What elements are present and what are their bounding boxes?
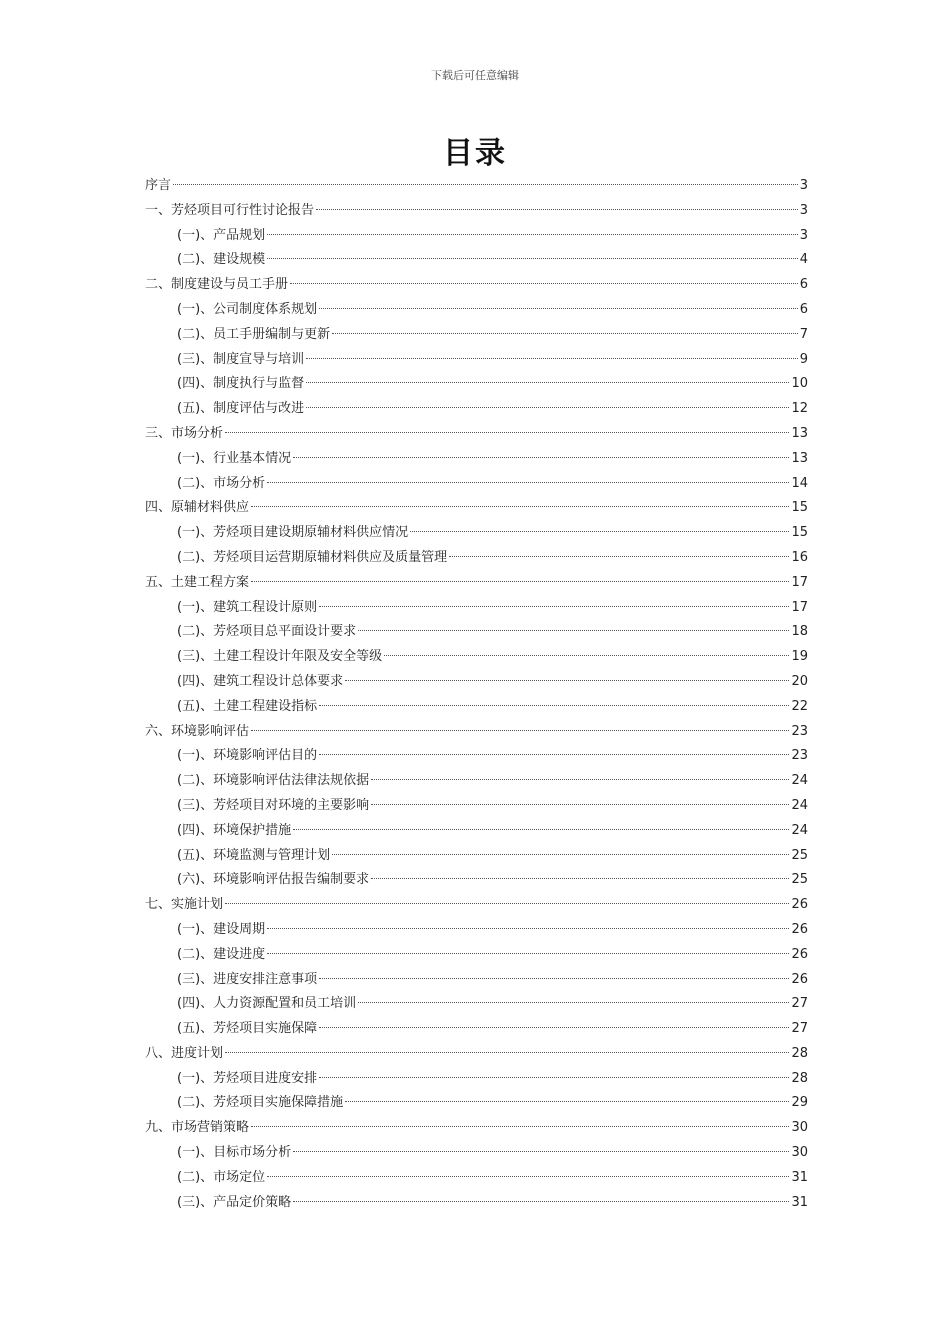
toc-dot-leader bbox=[290, 283, 798, 284]
toc-entry-label: (一)、环境影响评估目的 bbox=[177, 748, 318, 764]
toc-entry-label: (一)、芳烃项目进度安排 bbox=[177, 1070, 318, 1086]
toc-dot-leader bbox=[251, 730, 789, 731]
toc-chapter-entry[interactable] bbox=[145, 1116, 808, 1141]
toc-page-number: 25 bbox=[791, 872, 808, 888]
toc-page-number: 4 bbox=[799, 252, 808, 268]
toc-dot-leader bbox=[319, 606, 789, 607]
toc-page-number: 15 bbox=[791, 525, 808, 541]
toc-dot-leader bbox=[267, 482, 789, 483]
toc-entry-label: (二)、市场定位 bbox=[177, 1169, 266, 1185]
toc-entry-label: (二)、环境影响评估法律法规依据 bbox=[177, 773, 370, 789]
toc-entry-label: (一)、建筑工程设计原则 bbox=[177, 599, 318, 615]
toc-dot-leader bbox=[267, 258, 798, 259]
toc-entry-label: (四)、环境保护措施 bbox=[177, 822, 292, 838]
toc-dot-leader bbox=[293, 1201, 789, 1202]
toc-dot-leader bbox=[319, 1027, 789, 1028]
toc-page-number: 28 bbox=[791, 1070, 808, 1086]
toc-entry-label: (六)、环境影响评估报告编制要求 bbox=[177, 872, 370, 888]
toc-chapter-entry[interactable] bbox=[145, 720, 808, 745]
toc-entry-label: 一、芳烃项目可行性讨论报告 bbox=[145, 202, 315, 218]
toc-dot-leader bbox=[306, 407, 789, 408]
toc-page-number: 24 bbox=[791, 773, 808, 789]
toc-page-number: 7 bbox=[799, 326, 808, 342]
toc-entry-label: (五)、土建工程建设指标 bbox=[177, 698, 318, 714]
toc-page-number: 14 bbox=[791, 475, 808, 491]
toc-entry-label: (一)、行业基本情况 bbox=[177, 450, 292, 466]
toc-entry-label: (二)、建设规模 bbox=[177, 252, 266, 268]
toc-section-entry[interactable] bbox=[145, 992, 808, 1017]
toc-entry-label: 序言 bbox=[145, 178, 172, 193]
toc-section-entry[interactable] bbox=[145, 918, 808, 943]
toc-section-entry[interactable] bbox=[145, 943, 808, 968]
toc-entry-label: 八、进度计划 bbox=[145, 1045, 224, 1061]
toc-dot-leader bbox=[358, 630, 789, 631]
toc-entry-label: (一)、目标市场分析 bbox=[177, 1145, 292, 1161]
toc-section-entry[interactable] bbox=[145, 794, 808, 819]
toc-section-entry[interactable] bbox=[145, 695, 808, 720]
toc-section-entry[interactable] bbox=[145, 670, 808, 695]
toc-section-entry[interactable] bbox=[145, 868, 808, 893]
toc-section-entry[interactable] bbox=[145, 596, 808, 621]
toc-entry-label: (三)、土建工程设计年限及安全等级 bbox=[177, 649, 383, 665]
toc-dot-leader bbox=[267, 928, 789, 929]
toc-page-number: 6 bbox=[799, 277, 808, 293]
toc-entry-label: (四)、制度执行与监督 bbox=[177, 376, 305, 392]
toc-page-number: 15 bbox=[791, 500, 808, 516]
toc-section-entry[interactable] bbox=[145, 645, 808, 670]
toc-entry-label: (五)、制度评估与改进 bbox=[177, 401, 305, 417]
toc-page-number: 26 bbox=[791, 946, 808, 962]
toc-chapter-entry[interactable] bbox=[145, 893, 808, 918]
toc-dot-leader bbox=[358, 1002, 789, 1003]
toc-page-number: 10 bbox=[791, 376, 808, 392]
toc-entry-label: (二)、芳烃项目总平面设计要求 bbox=[177, 624, 357, 640]
toc-page-number: 27 bbox=[791, 1021, 808, 1037]
toc-dot-leader bbox=[319, 705, 789, 706]
toc-dot-leader bbox=[267, 953, 789, 954]
toc-section-entry[interactable] bbox=[145, 819, 808, 844]
toc-section-entry[interactable] bbox=[145, 1017, 808, 1042]
toc-section-entry[interactable] bbox=[145, 372, 808, 397]
toc-entry-label: 三、市场分析 bbox=[145, 425, 224, 441]
toc-section-entry[interactable] bbox=[145, 397, 808, 422]
toc-dot-leader bbox=[319, 308, 798, 309]
toc-section-entry[interactable] bbox=[145, 521, 808, 546]
toc-chapter-entry[interactable] bbox=[145, 273, 808, 298]
toc-dot-leader bbox=[173, 184, 798, 185]
toc-dot-leader bbox=[225, 432, 789, 433]
toc-entry-label: 四、原辅材料供应 bbox=[145, 500, 250, 516]
table-of-contents bbox=[145, 174, 808, 1215]
toc-page-number: 26 bbox=[791, 921, 808, 937]
toc-section-entry[interactable] bbox=[145, 224, 808, 249]
toc-entry-label: (三)、产品定价策略 bbox=[177, 1194, 292, 1210]
toc-dot-leader bbox=[293, 1151, 789, 1152]
toc-entry-label: (三)、制度宣导与培训 bbox=[177, 351, 305, 367]
toc-page-number: 19 bbox=[791, 649, 808, 665]
toc-dot-leader bbox=[267, 1176, 789, 1177]
toc-dot-leader bbox=[306, 358, 798, 359]
toc-dot-leader bbox=[345, 680, 789, 681]
toc-page-number: 12 bbox=[791, 401, 808, 417]
toc-chapter-entry[interactable] bbox=[145, 571, 808, 596]
toc-section-entry[interactable] bbox=[145, 620, 808, 645]
page-title: 目录 bbox=[443, 136, 507, 171]
toc-section-entry[interactable] bbox=[145, 1067, 808, 1092]
toc-dot-leader bbox=[332, 854, 789, 855]
toc-dot-leader bbox=[316, 209, 798, 210]
toc-section-entry[interactable] bbox=[145, 472, 808, 497]
toc-page-number: 24 bbox=[791, 822, 808, 838]
toc-section-entry[interactable] bbox=[145, 447, 808, 472]
toc-entry-label: (二)、建设进度 bbox=[177, 946, 266, 962]
toc-entry-label: (二)、芳烃项目实施保障措施 bbox=[177, 1095, 344, 1111]
toc-page-number: 31 bbox=[791, 1194, 808, 1210]
toc-dot-leader bbox=[319, 1077, 789, 1078]
toc-page-number: 18 bbox=[791, 624, 808, 640]
toc-page-number: 9 bbox=[799, 351, 808, 367]
toc-page-number: 27 bbox=[791, 996, 808, 1012]
toc-page-number: 26 bbox=[791, 971, 808, 987]
toc-dot-leader bbox=[293, 829, 789, 830]
toc-section-entry[interactable] bbox=[145, 1091, 808, 1116]
toc-section-entry[interactable] bbox=[145, 323, 808, 348]
toc-section-entry[interactable] bbox=[145, 968, 808, 993]
toc-dot-leader bbox=[371, 878, 789, 879]
toc-page-number: 17 bbox=[791, 599, 808, 615]
toc-dot-leader bbox=[306, 382, 789, 383]
toc-page-number: 22 bbox=[791, 698, 808, 714]
toc-dot-leader bbox=[251, 581, 789, 582]
toc-page-number: 3 bbox=[799, 202, 808, 218]
toc-chapter-entry[interactable] bbox=[145, 174, 808, 199]
toc-page-number: 3 bbox=[799, 178, 808, 193]
toc-chapter-entry[interactable] bbox=[145, 199, 808, 224]
toc-dot-leader bbox=[251, 1126, 789, 1127]
toc-section-entry[interactable] bbox=[145, 348, 808, 373]
toc-entry-label: (一)、建设周期 bbox=[177, 921, 266, 937]
toc-dot-leader bbox=[371, 779, 789, 780]
page-header: 下载后可任意编辑 bbox=[431, 69, 519, 82]
toc-page-number: 3 bbox=[799, 227, 808, 243]
toc-entry-label: (一)、产品规划 bbox=[177, 227, 266, 243]
toc-page-number: 29 bbox=[791, 1095, 808, 1111]
toc-chapter-entry[interactable] bbox=[145, 496, 808, 521]
toc-page-number: 24 bbox=[791, 797, 808, 813]
toc-dot-leader bbox=[449, 556, 789, 557]
toc-dot-leader bbox=[251, 506, 789, 507]
toc-entry-label: 五、土建工程方案 bbox=[145, 574, 250, 590]
toc-page-number: 16 bbox=[791, 549, 808, 565]
toc-dot-leader bbox=[319, 754, 789, 755]
toc-section-entry[interactable] bbox=[145, 298, 808, 323]
toc-page-number: 13 bbox=[791, 425, 808, 441]
toc-page-number: 17 bbox=[791, 574, 808, 590]
toc-section-entry[interactable] bbox=[145, 1141, 808, 1166]
toc-entry-label: (一)、芳烃项目建设期原辅材料供应情况 bbox=[177, 525, 409, 541]
toc-page-number: 23 bbox=[791, 723, 808, 739]
toc-section-entry[interactable] bbox=[145, 546, 808, 571]
toc-chapter-entry[interactable] bbox=[145, 1042, 808, 1067]
toc-page-number: 26 bbox=[791, 897, 808, 913]
toc-entry-label: 六、环境影响评估 bbox=[145, 723, 250, 739]
toc-section-entry[interactable] bbox=[145, 1191, 808, 1216]
toc-page-number: 25 bbox=[791, 847, 808, 863]
toc-entry-label: (四)、人力资源配置和员工培训 bbox=[177, 996, 357, 1012]
toc-page-number: 13 bbox=[791, 450, 808, 466]
toc-section-entry[interactable] bbox=[145, 844, 808, 869]
toc-entry-label: (三)、芳烃项目对环境的主要影响 bbox=[177, 797, 370, 813]
toc-page-number: 6 bbox=[799, 301, 808, 317]
toc-entry-label: (三)、进度安排注意事项 bbox=[177, 971, 318, 987]
toc-entry-label: (五)、芳烃项目实施保障 bbox=[177, 1021, 318, 1037]
toc-dot-leader bbox=[225, 1052, 789, 1053]
toc-page-number: 20 bbox=[791, 673, 808, 689]
toc-section-entry[interactable] bbox=[145, 744, 808, 769]
toc-page-number: 28 bbox=[791, 1045, 808, 1061]
toc-entry-label: (二)、市场分析 bbox=[177, 475, 266, 491]
toc-entry-label: (五)、环境监测与管理计划 bbox=[177, 847, 331, 863]
toc-dot-leader bbox=[293, 457, 789, 458]
toc-entry-label: (四)、建筑工程设计总体要求 bbox=[177, 673, 344, 689]
toc-dot-leader bbox=[345, 1101, 789, 1102]
toc-dot-leader bbox=[267, 234, 798, 235]
toc-dot-leader bbox=[410, 531, 789, 532]
toc-entry-label: 二、制度建设与员工手册 bbox=[145, 277, 289, 293]
toc-dot-leader bbox=[319, 978, 789, 979]
toc-page-number: 30 bbox=[791, 1145, 808, 1161]
toc-entry-label: (二)、芳烃项目运营期原辅材料供应及质量管理 bbox=[177, 549, 448, 565]
toc-section-entry[interactable] bbox=[145, 1166, 808, 1191]
toc-dot-leader bbox=[225, 903, 789, 904]
toc-page-number: 31 bbox=[791, 1169, 808, 1185]
toc-dot-leader bbox=[332, 333, 798, 334]
toc-entry-label: (二)、员工手册编制与更新 bbox=[177, 326, 331, 342]
toc-section-entry[interactable] bbox=[145, 769, 808, 794]
toc-page-number: 30 bbox=[791, 1120, 808, 1136]
toc-entry-label: 九、市场营销策略 bbox=[145, 1120, 250, 1136]
toc-entry-label: (一)、公司制度体系规划 bbox=[177, 301, 318, 317]
toc-entry-label: 七、实施计划 bbox=[145, 897, 224, 913]
toc-page-number: 23 bbox=[791, 748, 808, 764]
toc-dot-leader bbox=[384, 655, 789, 656]
toc-dot-leader bbox=[371, 804, 789, 805]
toc-section-entry[interactable] bbox=[145, 248, 808, 273]
toc-chapter-entry[interactable] bbox=[145, 422, 808, 447]
